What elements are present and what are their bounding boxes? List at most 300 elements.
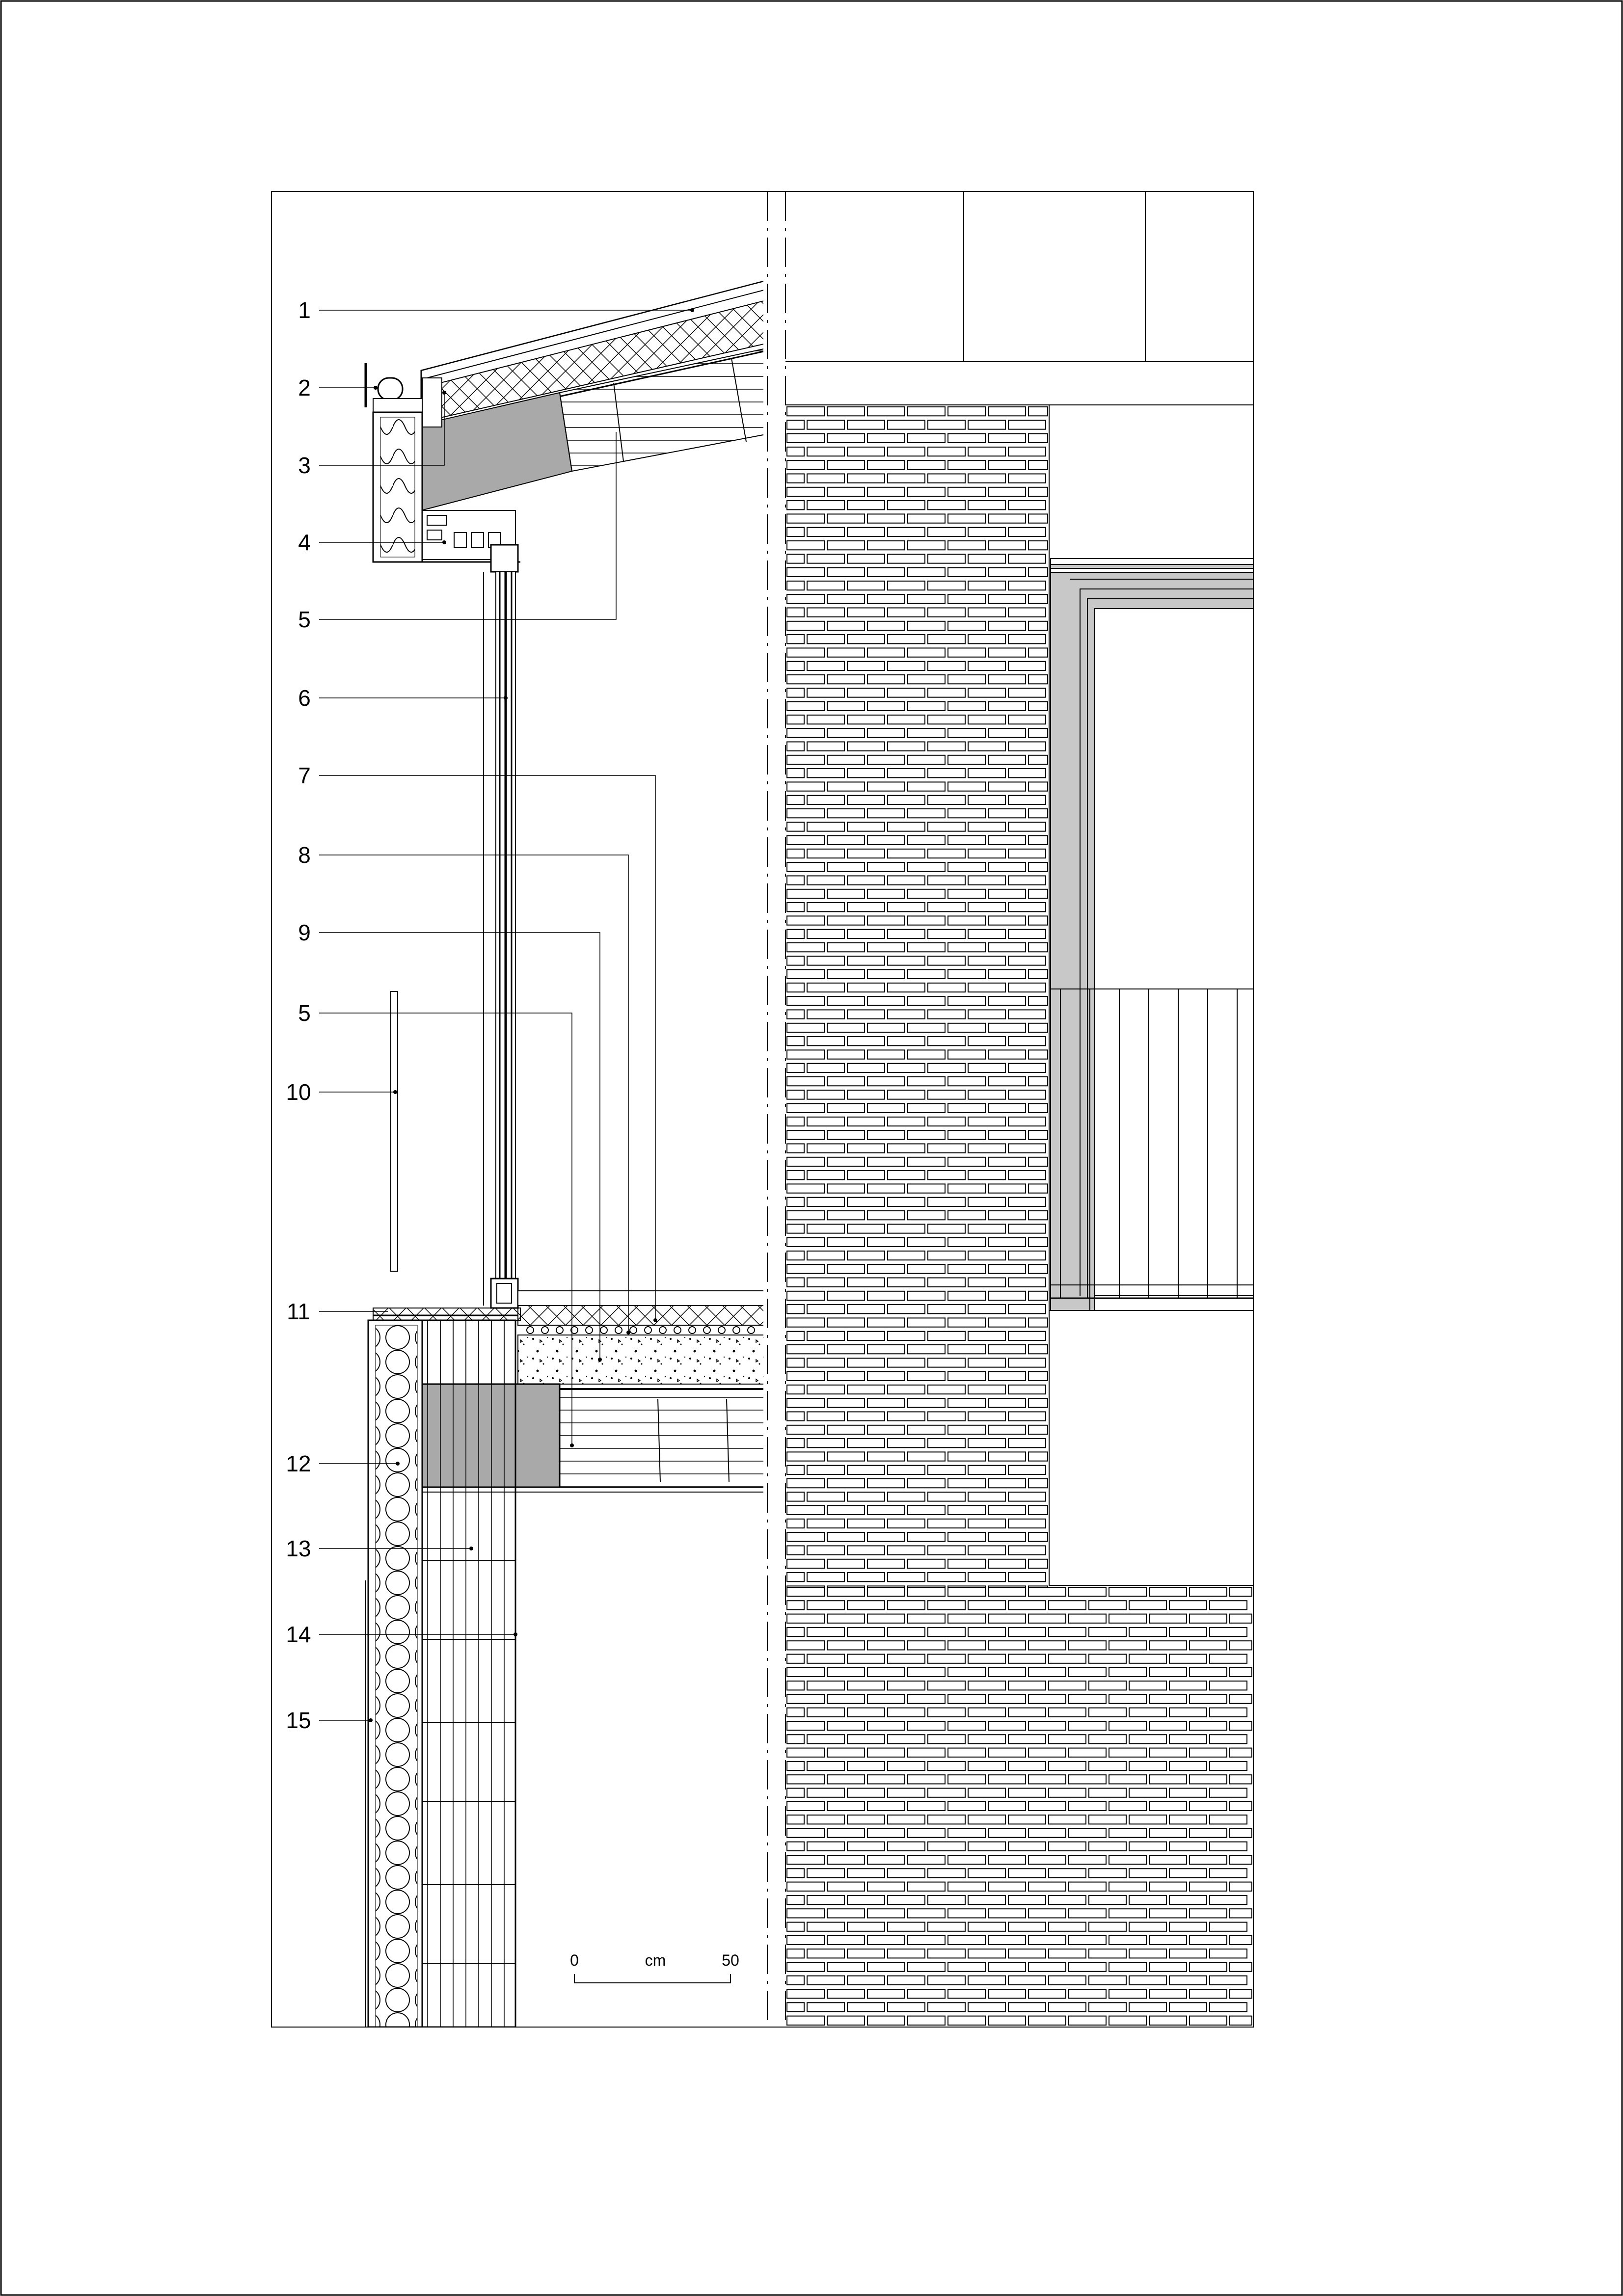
brick: [1089, 1628, 1126, 1636]
brick: [807, 1546, 844, 1555]
brick: [1008, 2002, 1046, 2011]
brick: [928, 1385, 965, 1394]
brick: [787, 1896, 804, 1904]
brick: [1028, 1989, 1066, 1998]
brick: [827, 1211, 865, 1220]
brick: [928, 528, 965, 536]
brick: [1028, 460, 1048, 469]
brick: [928, 1412, 965, 1421]
brick: [1008, 1466, 1046, 1474]
brick: [867, 1802, 905, 1811]
brick: [908, 1050, 945, 1059]
brick: [908, 1962, 945, 1971]
brick: [867, 755, 905, 764]
brick: [867, 1936, 905, 1945]
brick: [908, 782, 945, 791]
brick: [1190, 1668, 1227, 1677]
brick: [807, 1198, 844, 1206]
brick: [908, 594, 945, 603]
brick: [1028, 862, 1048, 871]
brick: [1008, 769, 1046, 777]
brick: [1049, 1896, 1086, 1904]
brick: [1149, 1694, 1187, 1703]
brick: [867, 1264, 905, 1273]
brick: [968, 796, 1005, 804]
brick: [1190, 1962, 1227, 1971]
brick: [988, 1882, 1026, 1891]
callout-3: 3: [298, 453, 311, 478]
brick: [1169, 1922, 1207, 1931]
brick: [807, 1010, 844, 1019]
brick: [1008, 796, 1046, 804]
brick: [888, 1546, 925, 1555]
brick: [888, 903, 925, 911]
brick: [1028, 1318, 1048, 1327]
scale-end: 50: [722, 1951, 739, 1969]
brick: [988, 889, 1026, 898]
brick: [1028, 1532, 1048, 1541]
brick: [787, 836, 824, 845]
brick: [1008, 420, 1046, 429]
brick: [888, 1171, 925, 1179]
brick: [827, 434, 865, 443]
brick: [827, 1828, 865, 1837]
brick: [1008, 1601, 1046, 1609]
callout-8: 8: [298, 842, 311, 868]
brick: [787, 1842, 804, 1851]
brick: [827, 2016, 865, 2025]
brick: [1129, 1628, 1166, 1636]
brick: [1008, 1815, 1046, 1824]
brick: [787, 1385, 804, 1394]
brick: [827, 1130, 865, 1139]
brick: [847, 1064, 885, 1072]
brick: [1008, 1117, 1046, 1126]
brick: [807, 1708, 844, 1717]
brick: [888, 1412, 925, 1421]
brick: [988, 996, 1026, 1005]
brick: [867, 675, 905, 684]
brick: [787, 1130, 824, 1139]
brick: [787, 420, 804, 429]
brick: [867, 514, 905, 523]
brick: [968, 1735, 1005, 1743]
brick: [847, 1117, 885, 1126]
brick: [787, 1708, 804, 1717]
brick: [988, 728, 1026, 737]
brick: [1028, 889, 1048, 898]
brick: [807, 1976, 844, 1985]
brick: [807, 983, 844, 992]
brick: [827, 1989, 865, 1998]
brick: [1008, 1144, 1046, 1153]
brick: [888, 1735, 925, 1743]
brick: [827, 1291, 865, 1300]
brick: [948, 1989, 985, 1998]
brick: [948, 1130, 985, 1139]
brick: [1169, 1735, 1207, 1743]
brick: [1028, 1694, 1066, 1703]
brick: [948, 1264, 985, 1273]
brick: [807, 1573, 844, 1581]
brick: [988, 1532, 1026, 1541]
brick: [948, 1184, 985, 1193]
brick: [928, 1251, 965, 1260]
brick: [928, 1439, 965, 1447]
brick: [1210, 1601, 1247, 1609]
brick: [928, 1278, 965, 1287]
brick: [867, 996, 905, 1005]
brick: [888, 1466, 925, 1474]
brick: [928, 1010, 965, 1019]
brick: [988, 487, 1026, 496]
brick: [1190, 1721, 1227, 1730]
brick: [988, 862, 1026, 871]
brick: [1008, 1735, 1046, 1743]
brick: [948, 1694, 985, 1703]
brick: [787, 568, 824, 577]
brick: [1089, 1922, 1126, 1931]
brick: [968, 983, 1005, 992]
brick: [847, 930, 885, 938]
brick: [867, 862, 905, 871]
brick: [908, 2016, 945, 2025]
brick: [908, 1587, 945, 1596]
brick: [1008, 1869, 1046, 1877]
brick: [948, 675, 985, 684]
brick: [888, 1358, 925, 1367]
brick: [787, 1909, 824, 1918]
brick: [968, 769, 1005, 777]
brick: [908, 996, 945, 1005]
brick: [787, 1641, 824, 1650]
brick: [1069, 1587, 1106, 1596]
brick: [1049, 1922, 1086, 1931]
brick: [787, 1251, 804, 1260]
brick: [1028, 1130, 1048, 1139]
brick: [1230, 1802, 1252, 1811]
brick: [847, 1546, 885, 1555]
brick: [988, 434, 1026, 443]
brick: [847, 1305, 885, 1313]
brick: [988, 1318, 1026, 1327]
brick: [787, 809, 824, 818]
brick: [1008, 1573, 1046, 1581]
brick: [928, 1064, 965, 1072]
brick: [847, 715, 885, 724]
brick: [1028, 1641, 1066, 1650]
brick: [908, 568, 945, 577]
brick: [928, 1144, 965, 1153]
roof-buildup: [421, 281, 766, 510]
brick: [787, 1090, 804, 1099]
brick: [867, 1157, 905, 1166]
brick: [928, 1546, 965, 1555]
elevation-view: [785, 191, 1253, 2025]
brick: [867, 648, 905, 657]
window-section: [484, 545, 518, 1308]
brick: [867, 1962, 905, 1971]
brick: [928, 1896, 965, 1904]
brick: [1069, 1775, 1106, 1784]
brick: [867, 460, 905, 469]
brick: [1190, 1641, 1227, 1650]
brick: [968, 1198, 1005, 1206]
brick: [867, 1211, 905, 1220]
brick: [908, 809, 945, 818]
brick: [928, 1922, 965, 1931]
brick: [928, 876, 965, 885]
brick: [988, 943, 1026, 952]
brick: [1089, 1949, 1126, 1958]
brick: [867, 1372, 905, 1381]
brick: [867, 1506, 905, 1515]
brick: [867, 1318, 905, 1327]
brick: [988, 1291, 1026, 1300]
brick: [1028, 1909, 1066, 1918]
brick: [948, 1372, 985, 1381]
brick: [1210, 1789, 1247, 1797]
brick: [1028, 728, 1048, 737]
brick: [867, 1479, 905, 1488]
brick: [1008, 581, 1046, 590]
brick: [968, 581, 1005, 590]
brick: [867, 1077, 905, 1086]
scale-bar: [570, 1951, 739, 1983]
brick: [787, 1358, 804, 1367]
brick: [948, 1802, 985, 1811]
brick: [948, 1291, 985, 1300]
brick: [787, 1855, 824, 1864]
brick: [787, 1318, 824, 1327]
brick: [787, 541, 824, 550]
brick: [928, 1037, 965, 1045]
brick: [847, 688, 885, 697]
brick: [787, 1466, 804, 1474]
brick: [827, 836, 865, 845]
brick: [787, 1506, 824, 1515]
brick: [908, 487, 945, 496]
brick: [1028, 434, 1048, 443]
brick: [968, 1358, 1005, 1367]
brick: [787, 1976, 804, 1985]
brick: [968, 554, 1005, 563]
brick: [1109, 1721, 1146, 1730]
brick: [908, 1452, 945, 1461]
brick: [807, 769, 844, 777]
brick: [908, 1694, 945, 1703]
brick: [807, 1090, 844, 1099]
brick: [1008, 1305, 1046, 1313]
brick: [1190, 1882, 1227, 1891]
brick: [928, 2002, 965, 2011]
brick: [1008, 528, 1046, 536]
brick: [888, 554, 925, 563]
brick: [1008, 1681, 1046, 1690]
brick: [867, 541, 905, 550]
brick: [1008, 1896, 1046, 1904]
brick: [827, 1855, 865, 1864]
brick: [948, 487, 985, 496]
brick: [1149, 1882, 1187, 1891]
brick: [827, 1936, 865, 1945]
brick: [807, 1251, 844, 1260]
brick: [928, 474, 965, 483]
brick: [968, 876, 1005, 885]
brick: [988, 1345, 1026, 1354]
brick: [988, 1748, 1026, 1757]
brick: [827, 1157, 865, 1166]
brick: [988, 1641, 1026, 1650]
brick: [847, 1869, 885, 1877]
brick: [1008, 1198, 1046, 1206]
brick: [908, 1023, 945, 1032]
brick: [948, 1962, 985, 1971]
brick: [968, 1064, 1005, 1072]
brick: [1210, 1976, 1247, 1985]
brick: [948, 1882, 985, 1891]
brick: [948, 1318, 985, 1327]
brick: [1028, 1452, 1048, 1461]
brick: [928, 635, 965, 643]
brick: [787, 916, 824, 925]
brick: [988, 1264, 1026, 1273]
brick: [968, 662, 1005, 670]
brick: [847, 1332, 885, 1340]
brick: [827, 916, 865, 925]
brick: [1230, 1855, 1252, 1864]
brick: [1028, 621, 1048, 630]
brick: [787, 1735, 804, 1743]
brick: [827, 1104, 865, 1113]
brick: [847, 822, 885, 831]
brick: [787, 1922, 804, 1931]
brick: [1028, 1855, 1066, 1864]
brick: [988, 594, 1026, 603]
brick: [787, 796, 804, 804]
brick: [1210, 1628, 1247, 1636]
brick: [888, 1628, 925, 1636]
brick: [867, 594, 905, 603]
brick: [867, 1130, 905, 1139]
brick: [787, 1037, 804, 1045]
brick: [867, 1668, 905, 1677]
brick: [1028, 1587, 1066, 1596]
brick: [888, 1064, 925, 1072]
brick: [847, 501, 885, 509]
brick: [968, 1144, 1005, 1153]
brick: [1028, 407, 1048, 416]
brick: [1129, 2002, 1166, 2011]
brick: [968, 715, 1005, 724]
brick: [1049, 1655, 1086, 1663]
brick: [888, 1090, 925, 1099]
brick: [928, 1815, 965, 1824]
brick: [948, 889, 985, 898]
brick: [1089, 1896, 1126, 1904]
brick: [1028, 675, 1048, 684]
brick: [1190, 1614, 1227, 1623]
brick: [1028, 1023, 1048, 1032]
brick: [787, 1989, 824, 1998]
brick: [1129, 1949, 1166, 1958]
brick: [988, 541, 1026, 550]
brick: [847, 1842, 885, 1851]
brick: [1069, 2016, 1106, 2025]
brick: [867, 809, 905, 818]
brick: [807, 1466, 844, 1474]
brick: [1149, 1641, 1187, 1650]
brick: [787, 608, 804, 617]
brick: [867, 407, 905, 416]
brick: [908, 1372, 945, 1381]
brick: [787, 1184, 824, 1193]
brick: [787, 554, 804, 563]
brick: [807, 501, 844, 509]
brick: [1190, 1828, 1227, 1837]
brick: [968, 1332, 1005, 1340]
brick: [988, 648, 1026, 657]
brick: [1069, 1882, 1106, 1891]
brick: [1230, 1936, 1252, 1945]
brick: [968, 1037, 1005, 1045]
brick: [847, 447, 885, 456]
brick: [867, 916, 905, 925]
brick: [787, 943, 824, 952]
brick: [1028, 1425, 1048, 1434]
brick: [787, 1305, 804, 1313]
brick: [1210, 2002, 1247, 2011]
brick: [787, 1157, 824, 1166]
brick: [787, 1144, 804, 1153]
brick: [827, 1614, 865, 1623]
brick: [888, 1681, 925, 1690]
brick: [908, 621, 945, 630]
brick: [867, 1694, 905, 1703]
brick: [988, 1425, 1026, 1434]
brick: [787, 1064, 804, 1072]
brick: [1129, 1976, 1166, 1985]
brick: [787, 1721, 824, 1730]
brick: [1109, 1855, 1146, 1864]
brick: [1069, 1668, 1106, 1677]
brick: [1008, 1762, 1046, 1770]
brick: [847, 1681, 885, 1690]
brick: [928, 1681, 965, 1690]
brick: [1129, 1869, 1166, 1877]
brick: [948, 1721, 985, 1730]
brick: [888, 688, 925, 697]
brick: [827, 1802, 865, 1811]
brick: [1008, 822, 1046, 831]
brick: [827, 1962, 865, 1971]
brick: [1008, 876, 1046, 885]
brick: [847, 662, 885, 670]
brick: [988, 568, 1026, 577]
brick: [827, 648, 865, 657]
brick: [908, 755, 945, 764]
brick: [928, 1332, 965, 1340]
brick: [1028, 1264, 1048, 1273]
brick: [948, 1909, 985, 1918]
brick: [847, 1224, 885, 1233]
brick: [787, 1023, 824, 1032]
brick: [988, 1104, 1026, 1113]
brick: [1008, 1385, 1046, 1394]
brick: [988, 1211, 1026, 1220]
brick: [948, 836, 985, 845]
brick: [867, 1989, 905, 1998]
